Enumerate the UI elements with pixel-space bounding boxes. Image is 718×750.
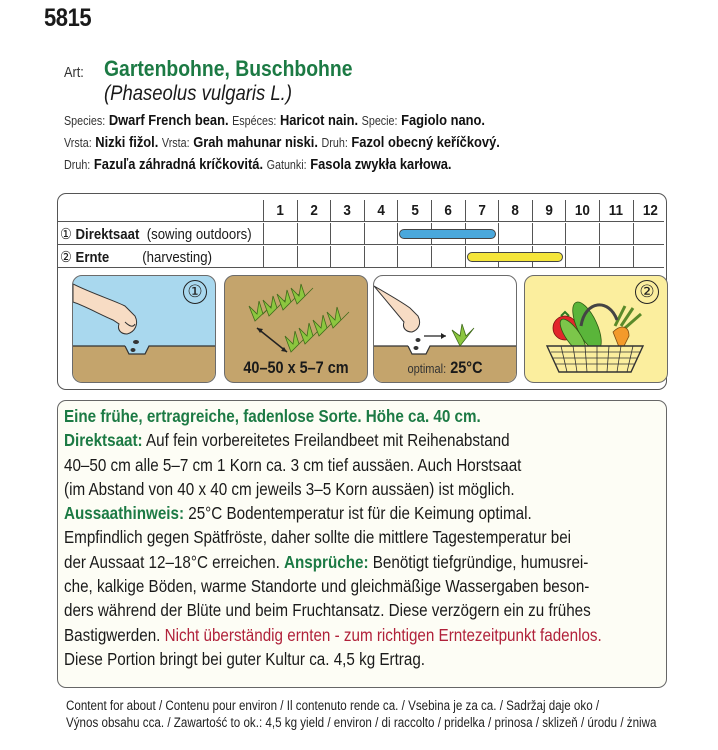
calendar-cell — [397, 246, 431, 268]
name-value: Dwarf French bean. — [108, 112, 229, 129]
body-text: (im Abstand von 40 x 40 cm jeweils 3–5 Korn aussäen) ist möglich. — [64, 478, 515, 499]
description-line — [64, 574, 666, 598]
row-translation: (sowing outdoors) — [146, 226, 252, 243]
body-text: ders während der Blüte und beim Fruchtansatz. Diese verzögern ein zu frühes — [64, 600, 591, 621]
description-line — [64, 598, 666, 622]
name-label: Vrsta: — [64, 136, 92, 150]
pictogram-germination — [373, 275, 517, 383]
body-text: Empfindlich gegen Spätfröste, daher sollte die mittlere Tagestemperatur bei — [64, 527, 572, 548]
body-text: Auf fein vorbereitetes Freilandbeet mit Reihenabstand — [142, 430, 510, 451]
optimal-label: optimal: — [407, 361, 447, 376]
step-marker: ② — [635, 280, 659, 304]
pictogram-spacing — [224, 275, 368, 383]
body-text: che, kalkige Böden, warme Standorte und gleichmäßige Wassergaben beson- — [64, 576, 590, 597]
row-title: Ernte — [75, 249, 110, 266]
name-value: Nizki fižol. — [95, 134, 159, 151]
month-header-row — [58, 200, 664, 222]
name-label: Gatunki: — [266, 158, 307, 172]
month-label: 1 — [276, 202, 285, 219]
month-label: 3 — [343, 202, 352, 219]
highlight-heading: Aussaathinweis: — [64, 503, 185, 524]
description-line — [64, 428, 666, 452]
calendar-cell — [565, 223, 599, 245]
row-marker: ① — [60, 226, 72, 243]
calendar-cell — [364, 246, 398, 268]
month-header-cell — [330, 200, 364, 222]
month-label: 5 — [410, 202, 419, 219]
row-label — [60, 225, 252, 243]
calendar-cell — [297, 246, 331, 268]
description-line — [64, 647, 666, 671]
calendar-cell — [599, 246, 633, 268]
month-label: 11 — [609, 202, 624, 219]
art-label: Art: — [64, 64, 84, 81]
name-value: Fazuľa záhradná kríčkovitá. — [93, 156, 264, 173]
calendar-cell — [633, 246, 667, 268]
month-header-cell — [465, 200, 499, 222]
description-line — [64, 525, 666, 549]
calendar-cell — [431, 246, 465, 268]
calendar-cell — [297, 223, 331, 245]
name-label: Espéces: — [232, 114, 277, 128]
species-names — [64, 110, 500, 176]
month-label: 12 — [642, 202, 658, 219]
name-label: Druh: — [64, 158, 91, 172]
body-text: Diese Portion bringt bei guter Kultur ca. 4,5 kg Ertrag. — [64, 648, 426, 669]
highlight-heading: Direktsaat: — [64, 430, 143, 451]
pictogram-harvest — [524, 275, 668, 383]
description-box — [57, 400, 667, 688]
description-text — [64, 404, 666, 671]
calendar-cell — [364, 223, 398, 245]
month-label: 10 — [575, 202, 591, 219]
description-line — [64, 477, 666, 501]
row-marker: ② — [60, 249, 72, 266]
calendar-cell — [633, 223, 667, 245]
calendar-cell — [498, 223, 532, 245]
name-value: Fazol obecný keříčkový. — [351, 134, 500, 151]
name-value: Fasola zwykła karłowa. — [310, 156, 452, 173]
temperature-caption — [385, 358, 506, 378]
calendar-row-harvest — [58, 246, 664, 268]
body-text: Bastigwerden. — [64, 624, 165, 645]
name-value: Grah mahunar niski. — [193, 134, 318, 151]
temperature-value: 25°C — [450, 358, 483, 377]
name-label: Druh: — [321, 136, 348, 150]
month-header-cell — [397, 200, 431, 222]
latin-name: (Phaseolus vulgaris L.) — [104, 82, 292, 105]
body-text: Benötigt tiefgründige, humusrei- — [368, 551, 589, 572]
product-title: Gartenbohne, Buschbohne — [104, 56, 353, 81]
product-code: 5815 — [44, 4, 92, 32]
name-label: Species: — [64, 114, 106, 128]
description-line — [64, 453, 666, 477]
body-text: 40–50 cm alle 5–7 cm 1 Korn ca. 3 cm tief aussäen. Auch Horstsaat — [64, 454, 522, 475]
month-label: 4 — [377, 202, 385, 219]
calendar-cell — [330, 223, 364, 245]
name-value: Fagiolo nano. — [401, 112, 485, 129]
name-label: Specie: — [361, 114, 398, 128]
month-header-cell — [565, 200, 599, 222]
footer-line: Výnos obsahu cca. / Zawartość to ok.: 4,5 kg yield / environ / di raccolto / pridelka / prinosa / sklizeň / úrodu / żniwa — [66, 715, 657, 730]
row-label — [60, 248, 212, 266]
month-label: 2 — [310, 202, 318, 219]
calendar-cell — [330, 246, 364, 268]
row-title: Direktsaat — [75, 226, 140, 243]
names-line — [64, 132, 500, 154]
month-header-cell — [498, 200, 532, 222]
month-header-cell — [431, 200, 465, 222]
sowing-period-bar — [399, 229, 496, 239]
calendar-cell — [532, 223, 566, 245]
harvest-period-bar — [467, 252, 564, 262]
spacing-caption: 40–50 x 5–7 cm — [243, 358, 349, 377]
month-label: 6 — [444, 202, 453, 219]
month-header-cell — [532, 200, 566, 222]
highlight-heading: Ansprüche: — [284, 551, 369, 572]
calendar-cell — [565, 246, 599, 268]
step-marker: ① — [183, 280, 207, 304]
month-label: 7 — [478, 202, 486, 219]
month-label: 8 — [511, 202, 520, 219]
names-line — [64, 110, 500, 132]
names-line — [64, 154, 500, 176]
warning-text: Nicht überständig ernten - zum richtigen Erntezeitpunkt fadenlos. — [164, 624, 602, 645]
footer-line: Content for about / Contenu pour environ / Il contenuto rende ca. / Vsebina je za ca. / Sadržaj daje oko / — [66, 698, 600, 713]
body-text: 25°C Bodentemperatur ist für die Keimung optimal. — [184, 503, 532, 524]
description-line — [64, 404, 666, 428]
description-line — [64, 550, 666, 574]
month-header-cell — [364, 200, 398, 222]
description-line — [64, 623, 666, 647]
calendar-cell — [263, 223, 297, 245]
month-header-cell — [633, 200, 667, 222]
calendar-cell — [263, 246, 297, 268]
pictogram-sowing — [72, 275, 216, 383]
month-header-cell — [263, 200, 297, 222]
name-label: Vrsta: — [161, 136, 190, 150]
body-text: der Aussaat 12–18°C erreichen. — [64, 551, 285, 572]
calendar-row-sowing — [58, 223, 664, 245]
month-label: 9 — [545, 202, 553, 219]
calendar-cell — [599, 223, 633, 245]
highlight-heading: Eine frühe, ertragreiche, fadenlose Sorte. Höhe ca. 40 cm. — [64, 406, 481, 426]
content-footer — [66, 697, 656, 731]
month-header-cell — [599, 200, 633, 222]
description-line — [64, 501, 666, 525]
name-value: Haricot nain. — [279, 112, 359, 129]
month-header-cell — [297, 200, 331, 222]
row-translation: (harvesting) — [142, 249, 212, 266]
